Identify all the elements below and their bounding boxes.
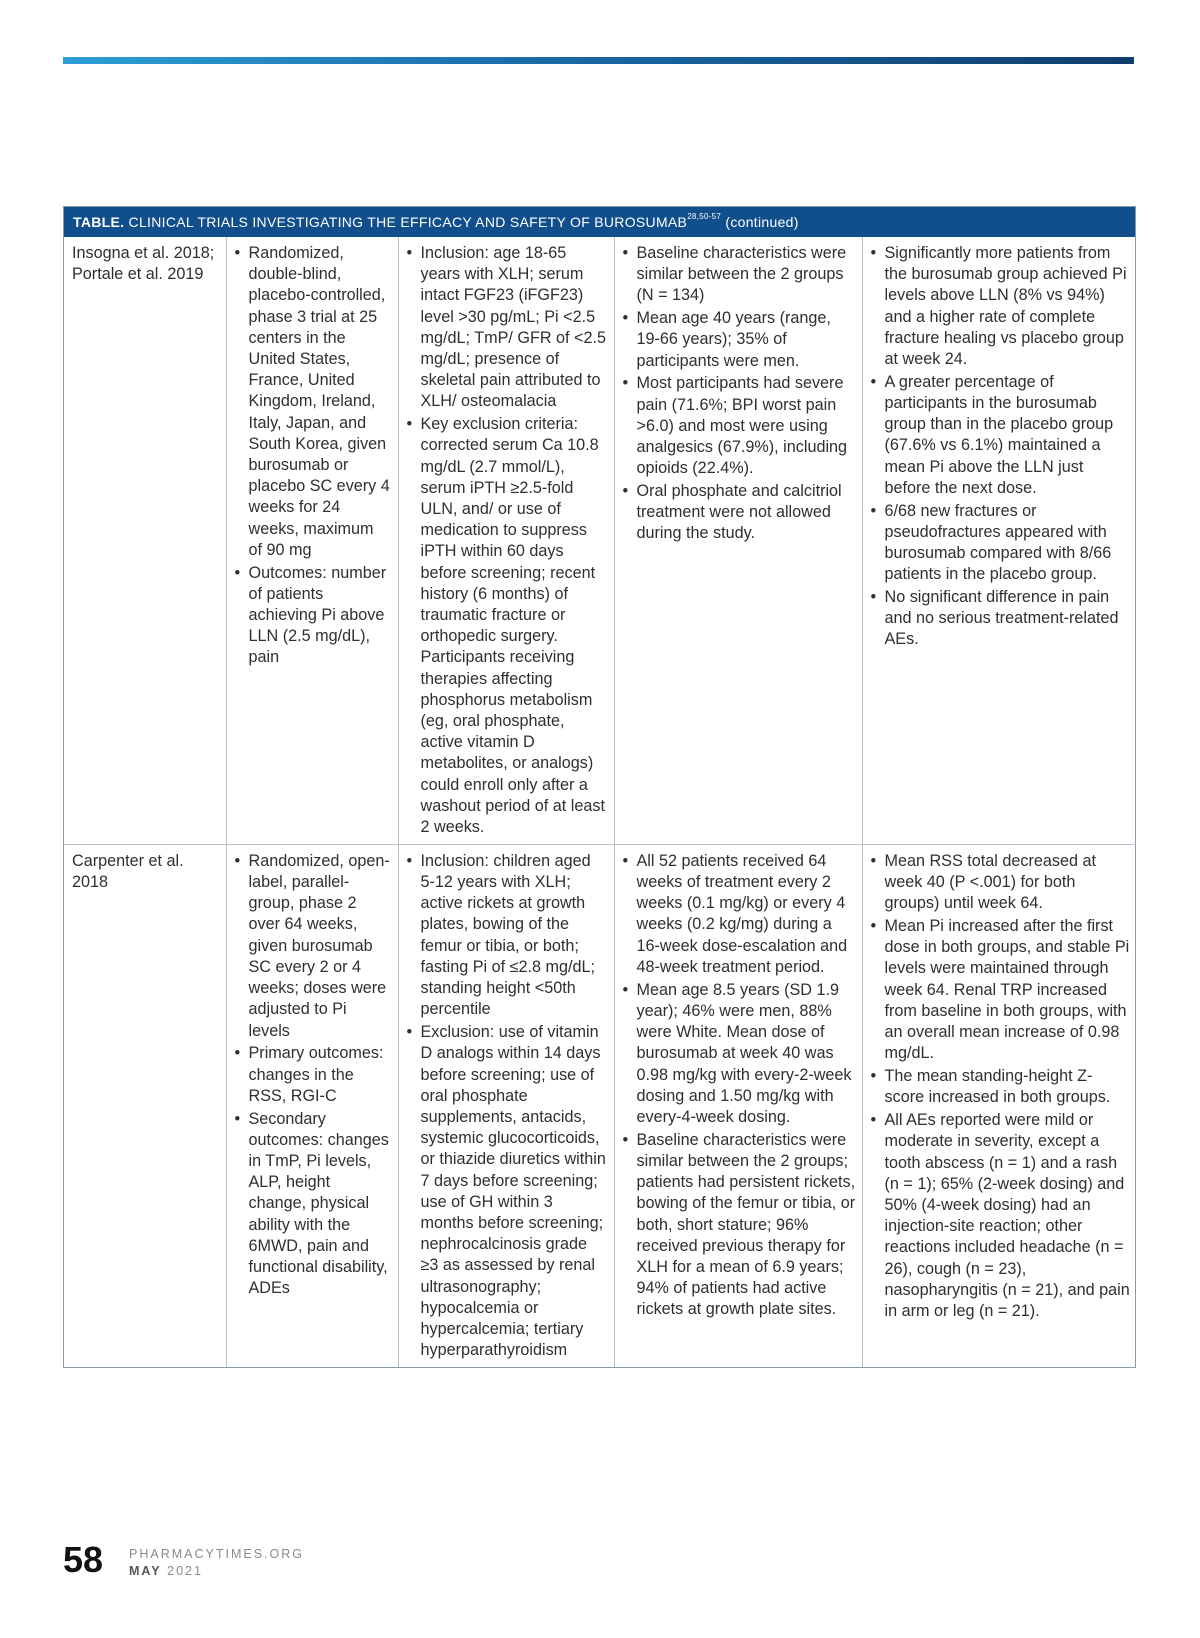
top-accent-rule xyxy=(63,57,1134,64)
bullet-item: • Inclusion: children aged 5-12 years with XLH; active rickets at growth plates, bowing of the femur or tibia, or both; fasting Pi of ≤2.8 mg/dL; standing height <50th percentile xyxy=(407,851,608,1021)
bullet-item: • Mean Pi increased after the first dose in both groups, and stable Pi levels were maintained through week 64. Renal TRP increased from baseline in both groups, with an overall mean increase of 0.98 mg/dL. xyxy=(871,916,1131,1064)
footer-date xyxy=(129,1564,203,1578)
bullet-item: • Baseline characteristics were similar between the 2 groups (N = 134) xyxy=(623,243,856,307)
bullet-item: • Primary outcomes: changes in the RSS, RGI-C xyxy=(235,1043,392,1107)
clinical-trials-table xyxy=(63,206,1136,1368)
footer-site: PHARMACYTIMES.ORG xyxy=(129,1547,304,1561)
bullet-item: • Mean RSS total decreased at week 40 (P <.001) for both groups) until week 64. xyxy=(871,851,1131,915)
study-cell: Carpenter et al. 2018 xyxy=(64,844,226,1367)
page-number: 58 xyxy=(63,1539,104,1580)
bullet-item: • Randomized, open-label, parallel-group, phase 2 over 64 weeks, given burosumab SC every 2 or 4 weeks; doses were adjusted to Pi levels xyxy=(235,851,392,1042)
table-title-label: TABLE. xyxy=(73,214,125,230)
bullet-item: • Key exclusion criteria: corrected serum Ca 10.8 mg/dL (2.7 mmol/L), serum iPTH ≥2.5-fold ULN, and/ or use of medication to suppress iPTH within 60 days before screening; recent history (6 months) of traumatic fracture or orthopedic surgery. Participants receiving therapies affecting phosphorus metabolism (eg, oral phosphate, active vitamin D metabolites, or analogs) could enroll only after a washout period of at least 2 weeks. xyxy=(407,414,608,838)
footer-month: MAY xyxy=(129,1564,162,1578)
bullet-item: • Outcomes: number of patients achieving Pi above LLN (2.5 mg/dL), pain xyxy=(235,563,392,669)
bullet-item: • Secondary outcomes: changes in TmP, Pi levels, ALP, height change, physical ability with the 6MWD, pain and functional disability, ADEs xyxy=(235,1109,392,1300)
bullet-item: • A greater percentage of participants in the burosumab group than in the placebo group (67.6% vs 6.1%) maintained a mean Pi above the LLN just before the next dose. xyxy=(871,372,1131,499)
bullet-item: • Significantly more patients from the burosumab group achieved Pi levels above LLN (8% vs 94%) and a higher rate of complete fracture healing vs placebo group at week 24. xyxy=(871,243,1131,370)
bullet-list xyxy=(235,243,392,669)
bullet-item: • All 52 patients received 64 weeks of treatment every 2 weeks (0.1 mg/kg) or every 4 weeks (0.2 kg/mg) during a 16-week dose-escalation and 48-week treatment period. xyxy=(623,851,856,978)
bullet-item: • No significant difference in pain and no serious treatment-related AEs. xyxy=(871,587,1131,651)
criteria-cell xyxy=(398,237,614,844)
results-cell xyxy=(862,844,1136,1367)
population-cell xyxy=(614,237,862,844)
table-title-bar xyxy=(64,207,1135,237)
bullet-item: • 6/68 new fractures or pseudofractures appeared with burosumab compared with 8/66 patients in the placebo group. xyxy=(871,501,1131,586)
bullet-item: • Randomized, double-blind, placebo-controlled, phase 3 trial at 25 centers in the United States, France, United Kingdom, Ireland, Italy, Japan, and South Korea, given burosumab or placebo SC every 4 weeks for 24 weeks, maximum of 90 mg xyxy=(235,243,392,561)
table-title-suffix: (continued) xyxy=(725,214,799,230)
results-cell xyxy=(862,237,1136,844)
bullet-item: • Mean age 8.5 years (SD 1.9 year); 46% were men, 88% were White. Mean dose of burosumab at week 40 was 0.98 mg/kg with every-2-week dosing and 1.50 mg/kg with every-4-week dosing. xyxy=(623,980,856,1128)
bullet-item: • Exclusion: use of vitamin D analogs within 14 days before screening; use of oral phosphate supplements, antacids, systemic glucocorticoids, or thiazide diuretics within 7 days before screening; use of GH within 3 months before screening; nephrocalcinosis grade ≥3 as assessed by renal ultrasonography; hypocalcemia or hypercalcemia; tertiary hyperparathyroidism xyxy=(407,1022,608,1361)
bullet-item: • All AEs reported were mild or moderate in severity, except a tooth abscess (n = 1) and a rash (n = 1); 65% (2-week dosing) and 50% (4-week dosing) had an injection-site reaction; other reactions included headache (n = 26), cough (n = 23), nasopharyngitis (n = 21), and pain in arm or leg (n = 21). xyxy=(871,1110,1131,1322)
bullet-list xyxy=(407,851,608,1361)
table-body xyxy=(64,237,1136,1367)
population-cell xyxy=(614,844,862,1367)
table-row xyxy=(64,844,1136,1367)
design-cell xyxy=(226,237,398,844)
criteria-cell xyxy=(398,844,614,1367)
bullet-list xyxy=(235,851,392,1299)
bullet-item: • Mean age 40 years (range, 19-66 years); 35% of participants were men. xyxy=(623,308,856,372)
bullet-list xyxy=(871,243,1131,651)
table-row xyxy=(64,237,1136,844)
bullet-list xyxy=(871,851,1131,1322)
bullet-list xyxy=(623,851,856,1321)
bullet-item: • Oral phosphate and calcitriol treatment were not allowed during the study. xyxy=(623,481,856,545)
table-title-refs: 28,50-57 xyxy=(687,212,722,221)
study-cell: Insogna et al. 2018; Portale et al. 2019 xyxy=(72,244,215,284)
table-title-text: CLINICAL TRIALS INVESTIGATING THE EFFICACY AND SAFETY OF BUROSUMAB xyxy=(128,214,688,230)
footer-year: 2021 xyxy=(167,1564,203,1578)
design-cell xyxy=(226,844,398,1367)
bullet-item: • Baseline characteristics were similar between the 2 groups; patients had persistent rickets, bowing of the femur or tibia, or both, short stature; 96% received previous therapy for XLH for a mean of 6.9 years; 94% of patients had active rickets at growth plate sites. xyxy=(623,1130,856,1321)
bullet-item: • Inclusion: age 18-65 years with XLH; serum intact FGF23 (iFGF23) level >30 pg/mL; Pi <2.5 mg/dL; TmP/ GFR of <2.5 mg/dL; presence of skeletal pain attributed to XLH/ osteomalacia xyxy=(407,243,608,413)
bullet-item: • Most participants had severe pain (71.6%; BPI worst pain >6.0) and most were using analgesics (67.9%), including opioids (22.4%). xyxy=(623,373,856,479)
bullet-item: • The mean standing-height Z-score increased in both groups. xyxy=(871,1066,1131,1108)
bullet-list xyxy=(623,243,856,545)
bullet-list xyxy=(407,243,608,838)
